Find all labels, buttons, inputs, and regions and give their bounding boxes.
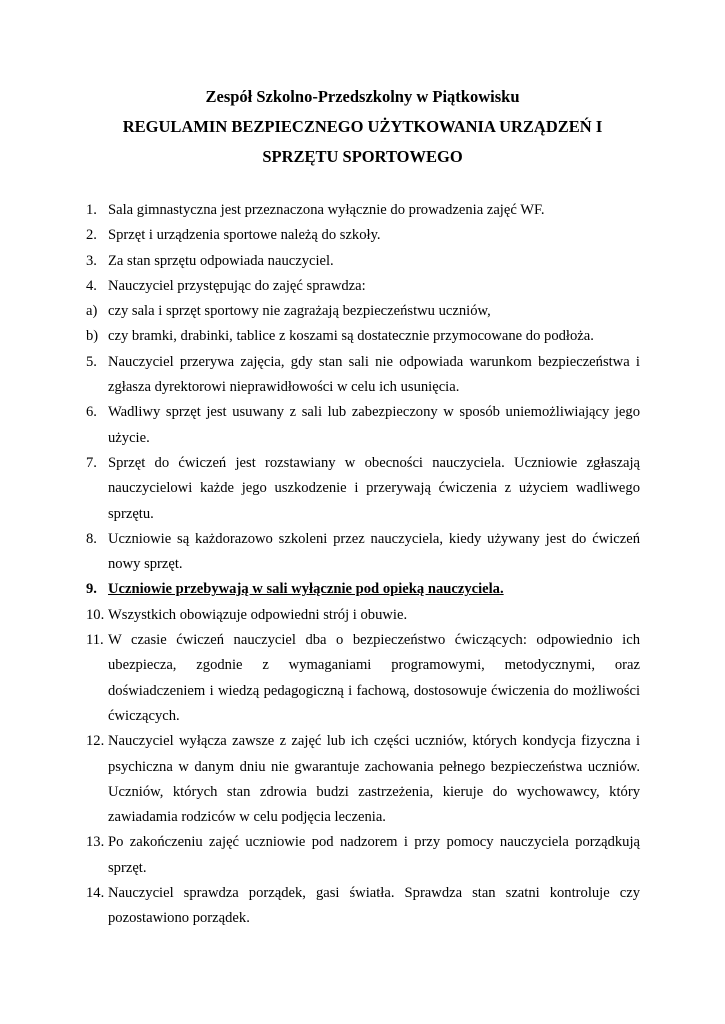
item-text: Za stan sprzętu odpowiada nauczyciel. [108,252,334,269]
item-marker: 14. [86,885,105,902]
item-marker: 11. [86,632,104,649]
item-text: Nauczyciel wyłącza zawsze z zajęć lub ich części uczniów, których kondycja fizyczna i psychiczna w danym dniu nie gwarantuje zachowania pełnego bezpieczeństwa uczniów. Uczniów, których stan zdrowia budzi zastrzeżenia, kieruje do wychowawcy, który zawiadamia rodziców w celu podjęcia leczenia. [108,733,640,826]
list-item [86,324,640,349]
list-item [86,628,640,729]
item-marker: 3. [86,252,97,269]
item-text: Sprzęt i urządzenia sportowe należą do szkoły. [108,227,381,244]
list-item [86,400,640,451]
item-marker: 5. [86,353,97,370]
item-text: Nauczyciel przerywa zajęcia, gdy stan sali nie odpowiada warunkom bezpieczeństwa i zgłasza dyrektorowi nieprawidłowości w celu ich usunięcia. [108,353,640,396]
document-title-line-1: REGULAMIN BEZPIECZNEGO UŻYTKOWANIA URZĄDZEŃ I [122,117,603,136]
item-text: Uczniowie przebywają w sali wyłącznie pod opieką nauczyciela. [108,581,504,598]
list-item [86,830,640,881]
item-text: Wszystkich obowiązuje odpowiedni strój i obuwie. [108,606,408,623]
item-marker: 12. [86,733,105,750]
item-text: Wadliwy sprzęt jest usuwany z sali lub zabezpieczony w sposób uniemożliwiający jego użycie. [108,404,640,446]
list-item [86,881,640,932]
item-text: Sprzęt do ćwiczeń jest rozstawiany w obecności nauczyciela. Uczniowie zgłaszają nauczycielowi każde jego uszkodzenie i przerywają ćwiczenia z użyciem wadliwego sprzętu. [108,454,640,522]
list-item [86,451,640,527]
list-item [86,603,640,628]
item-marker: 8. [86,530,97,547]
item-text: W czasie ćwiczeń nauczyciel dba o bezpieczeństwo ćwiczących: odpowiednio ich ubezpiecza, zgodnie z wymaganiami programowymi, metodycznymi, oraz doświadczeniem i wiedzą pedagogiczną i fachową, dostosowuje ćwiczenia do możliwości ćwiczących. [108,632,640,724]
document-title-line-2: SPRZĘTU SPORTOWEGO [262,147,463,166]
item-text: Uczniowie są każdorazowo szkoleni przez nauczyciela, kiedy używany jest do ćwiczeń nowy sprzęt. [108,530,640,573]
item-marker: a) [86,303,98,320]
item-text: Nauczyciel sprawdza porządek, gasi światła. Sprawdza stan szatni kontroluje czy pozostawiono porządek. [108,885,640,927]
item-marker: 7. [86,454,97,471]
list-item [86,198,640,223]
item-marker: 9. [86,581,97,598]
list-item [86,249,640,274]
list-item [86,274,640,299]
item-text: czy sala i sprzęt sportowy nie zagrażają bezpieczeństwu uczniów, [108,303,491,320]
item-text: czy bramki, drabinki, tablice z koszami są dostatecznie przymocowane do podłoża. [108,328,594,345]
list-item [86,350,640,401]
item-text: Sala gimnastyczna jest przeznaczona wyłącznie do prowadzenia zajęć WF. [108,202,545,218]
item-marker: 2. [86,227,97,244]
list-item [86,223,640,248]
item-text: Nauczyciel przystępując do zajęć sprawdza: [108,277,366,294]
list-item [86,299,640,324]
item-marker: 6. [86,404,97,421]
item-text: Po zakończeniu zajęć uczniowie pod nadzorem i przy pomocy nauczyciela porządkują sprzęt. [108,834,640,876]
item-marker: 4. [86,277,97,294]
regulation-list [86,198,640,932]
item-marker: 10. [86,606,105,623]
list-item [86,527,640,578]
list-item-emphasized [86,577,640,602]
list-item [86,729,640,830]
school-name: Zespół Szkolno-Przedszkolny w Piątkowisku [205,87,520,106]
item-marker: 1. [86,202,97,218]
item-marker: 13. [86,834,105,851]
item-marker: b) [86,328,99,345]
